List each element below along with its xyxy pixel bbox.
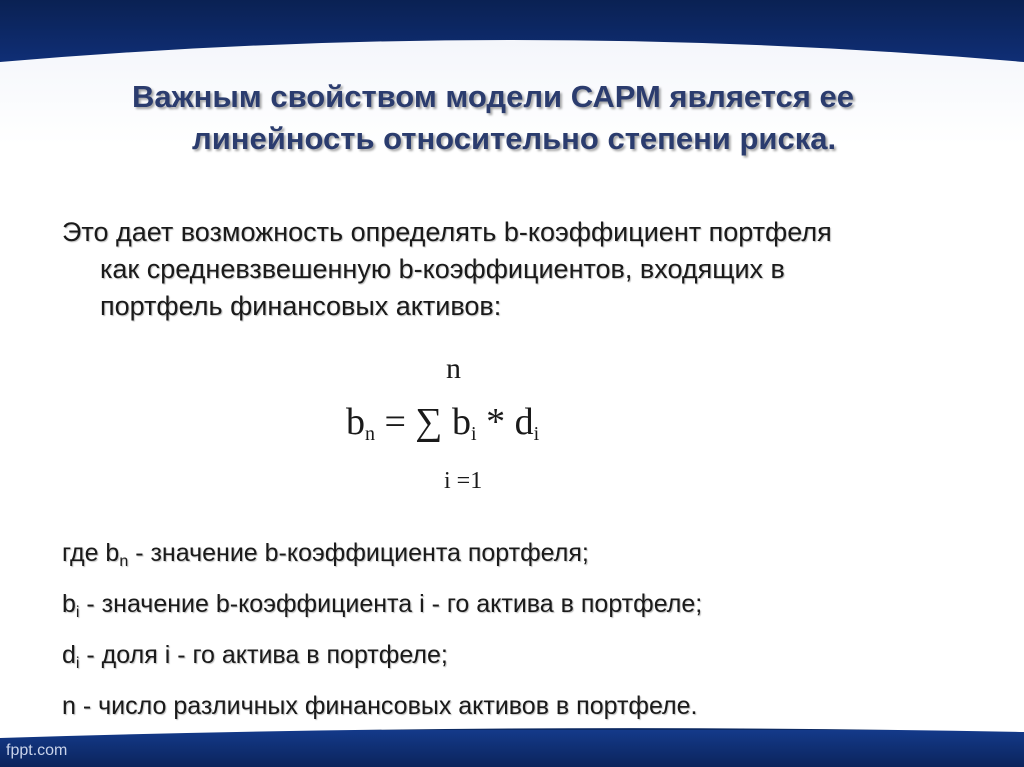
title-line-2: линейность относительно степени риска. (192, 121, 837, 156)
definition-di-text: - доля i - го актива в портфеле; (79, 641, 448, 669)
formula-sum: = ∑ b (375, 401, 472, 443)
definition-bn-sub: n (119, 553, 129, 570)
intro-line-2: как средневзвешенную b-коэффициентов, входящих в (100, 254, 785, 284)
sum-upper-limit: n (446, 352, 461, 385)
definitions-list (62, 532, 982, 727)
definition-bi-sub: i (75, 604, 80, 621)
definition-bn (62, 532, 982, 583)
definition-bi-prefix: b (62, 590, 76, 618)
definition-bi (62, 583, 982, 634)
definition-di-prefix: d (62, 641, 76, 669)
definition-n: n - число различных финансовых активов в портфеле. (62, 692, 698, 720)
definition-bn-text: - значение b-коэффициента портфеля; (128, 539, 589, 567)
formula-term-sub-1: i (471, 423, 477, 445)
definition-bn-prefix: где b (62, 539, 120, 567)
sum-lower-limit: i =1 (444, 468, 483, 494)
intro-line-3: портфель финансовых активов: (100, 291, 502, 321)
formula-lhs-sub: n (365, 423, 375, 445)
formula-multiply: * d (476, 401, 534, 443)
definition-bi-text: - значение b-коэффициента i - го актива в портфеле; (79, 590, 703, 618)
intro-paragraph (62, 214, 982, 325)
definition-di (62, 634, 982, 685)
title-line-1: Важным свойством модели САРМ является ее (132, 79, 854, 114)
formula-lhs: b (346, 401, 365, 443)
definition-di-sub: i (75, 655, 80, 672)
formula-term-sub-2: i (533, 423, 540, 445)
slide-title (132, 76, 992, 160)
portfolio-beta-formula (340, 350, 640, 500)
formula-expression (346, 400, 539, 446)
intro-line-1: Это дает возможность определять b-коэффициент портфеля (62, 217, 832, 247)
footer-brand: fppt.com (6, 742, 68, 759)
